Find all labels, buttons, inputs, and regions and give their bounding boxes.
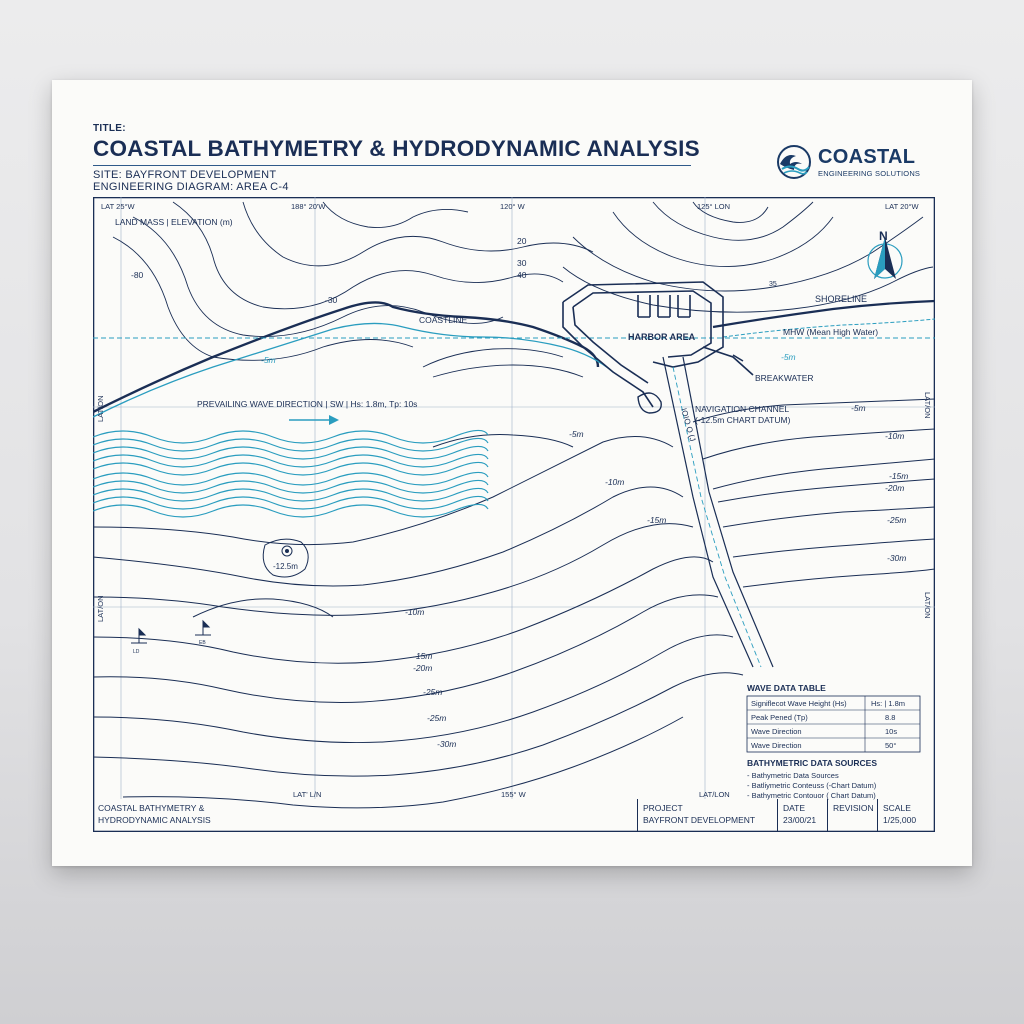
title-block-name xyxy=(93,799,637,832)
frame-label: 155° W xyxy=(501,790,526,799)
title-block-scale xyxy=(877,799,935,832)
title-block-name-line: HYDRODYNAMIC ANALYSIS xyxy=(98,815,211,825)
frame-label: LAT 20°W xyxy=(885,202,919,211)
frame-label: LAT/ON xyxy=(923,392,932,419)
title-block xyxy=(93,799,935,832)
project-label: PROJECT xyxy=(643,803,683,813)
elevation-label: 20 xyxy=(517,236,527,246)
title-block-name-line: COASTAL BATHYMETRY & xyxy=(98,803,205,813)
title-block-date xyxy=(777,799,827,832)
elevation-label: 30 xyxy=(517,258,527,268)
channel-code-label: IOIO O (J xyxy=(679,407,698,443)
land-contours xyxy=(113,202,933,377)
depth-label: -10m xyxy=(605,477,625,487)
scale-value: 1/25,000 xyxy=(883,815,917,825)
logo-name: COASTAL xyxy=(818,146,916,168)
frame-label: LAT' L/N xyxy=(293,790,322,799)
frame-label: 120° W xyxy=(500,202,525,211)
wave-table-value: 8.8 xyxy=(885,713,896,722)
source-item: - Batliymetric Conteuss (-Chart Datum) xyxy=(747,781,877,790)
site-line: SITE: BAYFRONT DEVELOPMENT xyxy=(93,169,277,181)
title-block-project xyxy=(637,799,777,832)
north-label: N xyxy=(879,229,888,243)
wave-table-value: 10s xyxy=(885,727,898,736)
depth-label: -10m xyxy=(405,607,425,617)
wave-table-param: Signiflecot Wave Height (Hs) xyxy=(751,699,847,708)
title-block-revision xyxy=(827,799,877,832)
depth-label: -25m xyxy=(423,687,443,697)
harbor-label: HARBOR AREA xyxy=(628,332,696,342)
sources-title: BATHYMETRIC DATA SOURCES xyxy=(747,758,878,768)
buoy-label: EB xyxy=(199,640,206,646)
depth-label: -5m xyxy=(261,355,276,365)
title-underline xyxy=(93,165,691,166)
depth-label: -15m xyxy=(413,651,433,661)
elevation-label: -30 xyxy=(325,295,338,305)
logo-subtitle: ENGINEERING SOLUTIONS xyxy=(818,169,921,178)
wave-logo-icon xyxy=(774,142,814,182)
mhw-label: MHW (Mean High Water) xyxy=(783,327,879,337)
frame-label: LAT/LON xyxy=(699,790,730,799)
depth-label: -15m xyxy=(889,471,909,481)
elevation-label: 40 xyxy=(517,270,527,280)
wave-table-value: 50° xyxy=(885,741,897,750)
elevation-label: 35 xyxy=(769,281,777,288)
drawing-sheet xyxy=(52,80,972,866)
frame-label: LAT/ON xyxy=(923,592,932,619)
depth-label: -20m xyxy=(885,483,905,493)
land-mass-label: LAND MASS | ELEVATION (m) xyxy=(115,217,233,227)
frame-label: LAT 25°W xyxy=(101,202,135,211)
diagram-line: ENGINEERING DIAGRAM: AREA C-4 xyxy=(93,181,289,193)
buoy-label: LD xyxy=(133,649,140,655)
wave-table-param: Wave Direction xyxy=(751,741,802,750)
bathymetry-map xyxy=(93,197,935,832)
elevation-label: -80 xyxy=(131,270,144,280)
breakwater-label: BREAKWATER xyxy=(755,373,814,383)
wave-direction-arrow-icon xyxy=(289,415,339,425)
project-value: BAYFRONT DEVELOPMENT xyxy=(643,815,756,825)
frame-label: 125° LON xyxy=(697,202,731,211)
depth-label: -30m xyxy=(887,553,907,563)
depth-label: -30m xyxy=(437,739,457,749)
frame-label: LAT/ON xyxy=(96,595,105,622)
source-item: - Bathymetric Data Sources xyxy=(747,771,839,780)
wave-direction-label: PREVAILING WAVE DIRECTION | SW | Hs: 1.8m, Tp: 10s xyxy=(197,399,418,409)
depth-label: -20m xyxy=(413,663,433,673)
wave-table-param: Wave Direction xyxy=(751,727,802,736)
depth-label: -5m xyxy=(851,403,866,413)
wave-table-title: WAVE DATA TABLE xyxy=(747,683,826,693)
wave-table-param: Peak Pened (Tp) xyxy=(751,713,808,722)
date-label: DATE xyxy=(783,803,806,813)
title-label: TITLE: xyxy=(93,123,126,134)
frame-label: 188° 20'W xyxy=(291,202,326,211)
shoreline-path xyxy=(713,301,935,327)
depth-contours-left xyxy=(93,435,743,808)
source-item: - Bathymetric Contouor ( Chart Datum) xyxy=(747,791,876,800)
channel-label: NAVIGATION CHANNEL xyxy=(695,404,790,414)
harbor-structure xyxy=(563,282,753,407)
channel-datum-label: (-12.5m CHART DATUM) xyxy=(695,415,791,425)
north-arrow-icon xyxy=(868,237,902,279)
depth-label: -15m xyxy=(647,515,667,525)
shoal-label: -12.5m xyxy=(273,562,298,571)
coastline-path xyxy=(93,302,598,412)
wave-table-value: Hs: | 1.8m xyxy=(871,699,906,708)
frame-label: LAT/ON xyxy=(96,395,105,422)
date-value: 23/00/21 xyxy=(783,815,817,825)
depth-label: -5m xyxy=(569,429,584,439)
scale-label: SCALE xyxy=(883,803,911,813)
revision-label: REVISION xyxy=(833,803,874,813)
shoreline-label: SHORELINE xyxy=(815,294,868,304)
depth-label: -5m xyxy=(781,352,796,362)
wave-pattern xyxy=(93,430,488,517)
page-title: COASTAL BATHYMETRY & HYDRODYNAMIC ANALYSIS xyxy=(93,136,700,161)
depth-label: -25m xyxy=(887,515,907,525)
depth-label: -10m xyxy=(885,431,905,441)
depth-label: -25m xyxy=(427,713,447,723)
coastline-label: COASTLINE xyxy=(419,315,468,325)
company-logo xyxy=(774,142,934,182)
